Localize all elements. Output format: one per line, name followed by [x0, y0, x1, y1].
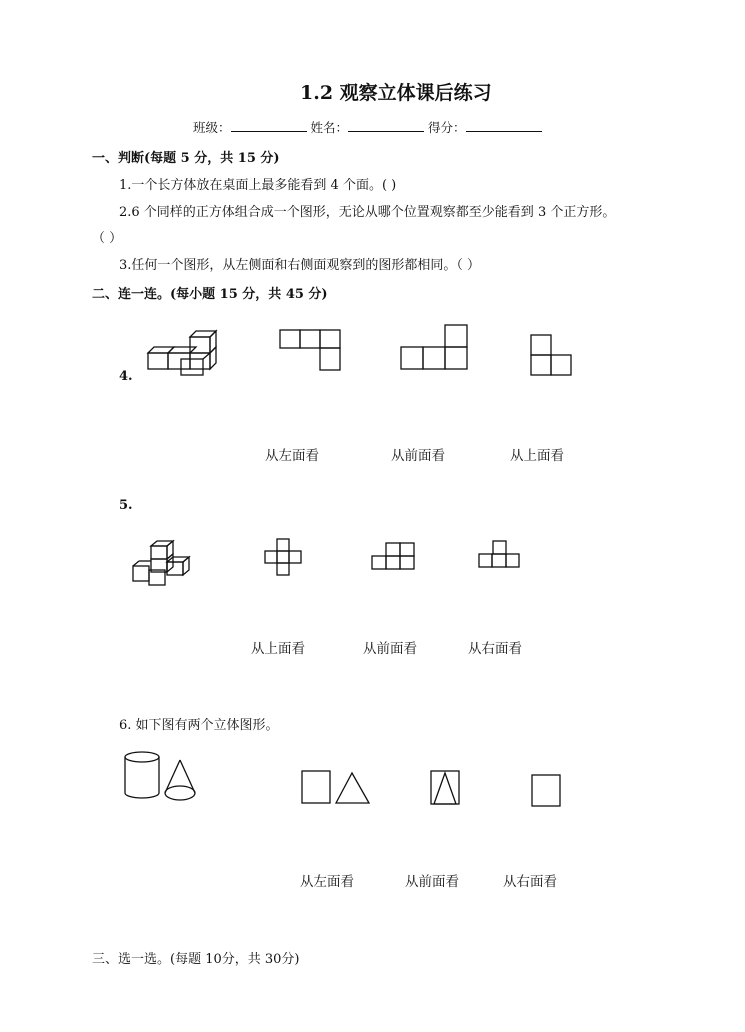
class-label: 班级：	[193, 120, 231, 135]
q4-label-top: 从上面看	[510, 448, 564, 464]
cylinder-icon	[124, 751, 164, 803]
section2-heading: 二、连一连。(每小题 15 分，共 45 分)	[92, 287, 328, 302]
q6-label-left: 从左面看	[300, 874, 354, 890]
q6-view-front	[430, 771, 462, 807]
q4-view-left	[280, 330, 352, 374]
q6-label-front: 从前面看	[405, 874, 459, 890]
q5-label-right: 从右面看	[468, 641, 522, 657]
student-info-row	[193, 118, 542, 136]
q5-number: 5.	[119, 498, 133, 513]
q6-view-right	[532, 775, 564, 809]
section1-heading: 一、判断(每题 5 分，共 15 分)	[92, 151, 280, 166]
question-2-line2: （ ）	[92, 231, 123, 246]
q6-view-left	[302, 771, 374, 807]
q4-label-front: 从前面看	[391, 448, 445, 464]
page-title: 1.2 观察立体课后练习	[300, 82, 492, 104]
name-label: 姓名：	[310, 120, 349, 135]
q4-label-left: 从左面看	[265, 448, 319, 464]
question-3: 3.任何一个图形，从左侧面和右侧面观察到的图形都相同。（ ）	[119, 258, 481, 273]
q5-label-front: 从前面看	[363, 641, 417, 657]
class-field[interactable]	[231, 119, 307, 132]
q5-view-right	[479, 541, 525, 571]
q4-cube-stack-icon	[148, 327, 218, 377]
q4-view-front	[399, 325, 471, 375]
q4-number: 4.	[119, 369, 133, 384]
question-1: 1.一个长方体放在桌面上最多能看到 4 个面。( )	[119, 178, 397, 193]
section3-heading: 三、选一选。(每题 10分，共 30分)	[92, 952, 300, 967]
q6-prompt: 6. 如下图有两个立体图形。	[119, 718, 279, 733]
q5-cube-stack-icon	[133, 540, 193, 588]
question-2-line1: 2.6 个同样的正方体组合成一个图形，无论从哪个位置观察都至少能看到 3 个正方形。	[119, 205, 616, 220]
name-field[interactable]	[348, 119, 424, 132]
q5-label-top: 从上面看	[251, 641, 305, 657]
cone-icon	[162, 760, 202, 804]
q4-view-top	[531, 335, 575, 379]
score-field[interactable]	[466, 119, 542, 132]
q5-view-top	[265, 539, 305, 579]
score-label: 得分：	[428, 120, 466, 135]
q5-view-front	[372, 543, 418, 573]
q6-label-right: 从右面看	[503, 874, 557, 890]
